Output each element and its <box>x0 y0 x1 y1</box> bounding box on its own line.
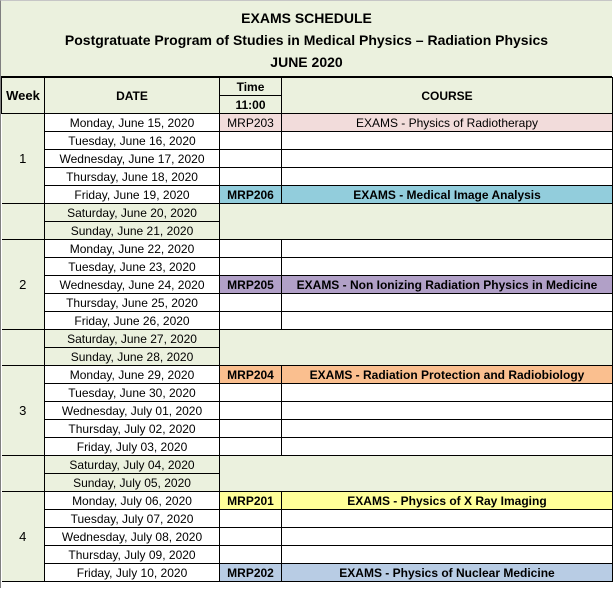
table-row <box>2 312 613 330</box>
course-code-cell <box>220 132 282 150</box>
week-number: 3 <box>2 366 45 456</box>
course-code-cell <box>220 420 282 438</box>
table-row <box>2 294 613 312</box>
time-value-header: 11:00 <box>220 96 282 114</box>
course-code-cell <box>220 546 282 564</box>
date-cell: Thursday, June 25, 2020 <box>45 294 220 312</box>
course-code-cell <box>220 402 282 420</box>
course-name-cell <box>282 258 613 276</box>
weekend-week-cell <box>2 456 45 492</box>
course-code-cell <box>220 258 282 276</box>
weekend-row <box>2 456 613 474</box>
schedule-table <box>1 77 613 582</box>
date-cell: Thursday, July 09, 2020 <box>45 546 220 564</box>
course-name-cell <box>282 132 613 150</box>
table-row <box>2 438 613 456</box>
course-name-cell <box>282 546 613 564</box>
table-row <box>2 168 613 186</box>
date-cell: Monday, June 29, 2020 <box>45 366 220 384</box>
table-row <box>2 420 613 438</box>
weekend-date-cell: Saturday, July 04, 2020 <box>45 456 220 474</box>
course-name-cell: EXAMS - Physics of Radiotherapy <box>282 114 613 132</box>
course-name-cell <box>282 528 613 546</box>
course-name-cell <box>282 438 613 456</box>
weekend-blank-cell <box>220 330 613 366</box>
course-name-cell <box>282 294 613 312</box>
table-row <box>2 276 613 294</box>
month-label: JUNE 2020 <box>270 54 343 70</box>
table-row <box>2 528 613 546</box>
course-code-cell: MRP201 <box>220 492 282 510</box>
table-row <box>2 258 613 276</box>
course-code-cell <box>220 312 282 330</box>
course-name-cell: EXAMS - Physics of X Ray Imaging <box>282 492 613 510</box>
date-cell: Monday, June 15, 2020 <box>45 114 220 132</box>
course-code-cell <box>220 510 282 528</box>
course-name-cell <box>282 168 613 186</box>
course-name-cell <box>282 402 613 420</box>
weekend-date-cell: Saturday, June 27, 2020 <box>45 330 220 348</box>
date-cell: Tuesday, June 16, 2020 <box>45 132 220 150</box>
date-cell: Friday, July 10, 2020 <box>45 564 220 582</box>
table-row <box>2 132 613 150</box>
date-cell: Tuesday, June 23, 2020 <box>45 258 220 276</box>
program-subtitle: Postgratuate Program of Studies in Medical Physics – Radiation Physics <box>64 32 549 48</box>
course-code-cell <box>220 384 282 402</box>
table-row <box>2 564 613 582</box>
course-name-cell <box>282 150 613 168</box>
date-cell: Friday, July 03, 2020 <box>45 438 220 456</box>
course-code-cell: MRP204 <box>220 366 282 384</box>
table-row <box>2 402 613 420</box>
weekend-date-cell: Saturday, June 20, 2020 <box>45 204 220 222</box>
table-row <box>2 240 613 258</box>
course-code-cell: MRP206 <box>220 186 282 204</box>
page-title: EXAMS SCHEDULE <box>241 10 372 26</box>
time-column-header: Time <box>220 78 282 96</box>
course-code-cell <box>220 528 282 546</box>
weekend-date-cell: Sunday, June 28, 2020 <box>45 348 220 366</box>
weekend-week-cell <box>2 204 45 240</box>
table-row <box>2 186 613 204</box>
table-row <box>2 546 613 564</box>
course-column-header: COURSE <box>282 78 613 114</box>
weekend-date-cell: Sunday, July 05, 2020 <box>45 474 220 492</box>
date-cell: Monday, June 22, 2020 <box>45 240 220 258</box>
table-row <box>2 366 613 384</box>
course-name-cell <box>282 384 613 402</box>
course-code-cell <box>220 240 282 258</box>
course-name-cell <box>282 240 613 258</box>
date-cell: Thursday, July 02, 2020 <box>45 420 220 438</box>
date-cell: Friday, June 19, 2020 <box>45 186 220 204</box>
date-cell: Wednesday, June 17, 2020 <box>45 150 220 168</box>
course-name-cell <box>282 420 613 438</box>
table-row <box>2 510 613 528</box>
course-name-cell: EXAMS - Non Ionizing Radiation Physics in Medicine <box>282 276 613 294</box>
course-code-cell: MRP202 <box>220 564 282 582</box>
week-number: 4 <box>2 492 45 582</box>
table-row <box>2 114 613 132</box>
course-name-cell: EXAMS - Physics of Nuclear Medicine <box>282 564 613 582</box>
date-cell: Wednesday, June 24, 2020 <box>45 276 220 294</box>
weekend-row <box>2 330 613 348</box>
course-name-cell <box>282 510 613 528</box>
table-row <box>2 384 613 402</box>
course-code-cell <box>220 294 282 312</box>
date-cell: Monday, July 06, 2020 <box>45 492 220 510</box>
course-code-cell: MRP203 <box>220 114 282 132</box>
course-code-cell <box>220 438 282 456</box>
date-cell: Wednesday, July 01, 2020 <box>45 402 220 420</box>
date-cell: Wednesday, July 08, 2020 <box>45 528 220 546</box>
course-code-cell <box>220 150 282 168</box>
course-code-cell: MRP205 <box>220 276 282 294</box>
date-column-header: DATE <box>45 78 220 114</box>
course-code-cell <box>220 168 282 186</box>
weekend-week-cell <box>2 330 45 366</box>
weekend-blank-cell <box>220 204 613 240</box>
schedule-banner <box>1 1 612 77</box>
weekend-date-cell: Sunday, June 21, 2020 <box>45 222 220 240</box>
course-name-cell: EXAMS - Radiation Protection and Radiobiology <box>282 366 613 384</box>
course-name-cell: EXAMS - Medical Image Analysis <box>282 186 613 204</box>
week-number: 1 <box>2 114 45 204</box>
date-cell: Thursday, June 18, 2020 <box>45 168 220 186</box>
date-cell: Friday, June 26, 2020 <box>45 312 220 330</box>
week-number: 2 <box>2 240 45 330</box>
week-column-header: Week <box>2 78 45 114</box>
table-row <box>2 150 613 168</box>
table-row <box>2 492 613 510</box>
date-cell: Tuesday, June 30, 2020 <box>45 384 220 402</box>
date-cell: Tuesday, July 07, 2020 <box>45 510 220 528</box>
course-name-cell <box>282 312 613 330</box>
weekend-row <box>2 204 613 222</box>
weekend-blank-cell <box>220 456 613 492</box>
